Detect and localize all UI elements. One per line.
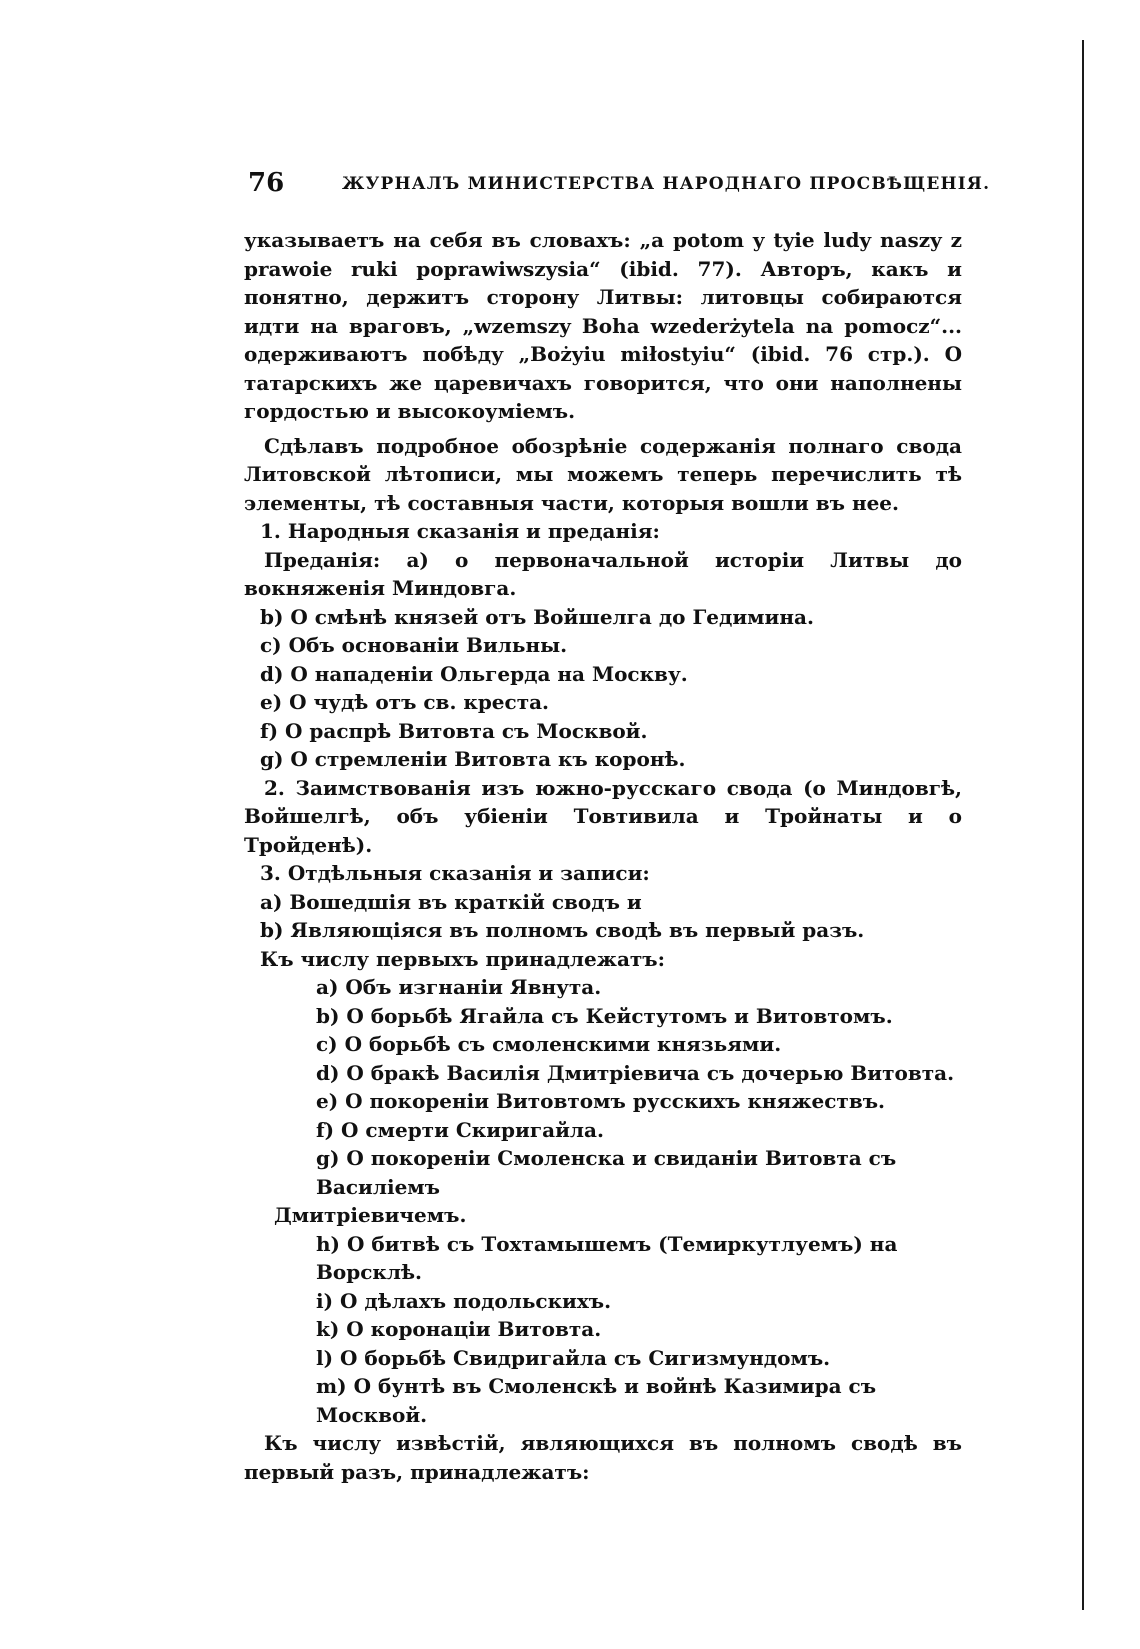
- list-item: a) Вошедшія въ краткій сводъ и: [260, 889, 642, 914]
- section-2: 2. Заимствованія изъ южно-русскаго свода (о Миндовгѣ, Войшелгѣ, объ убіеніи Товтивила и Тройнаты и о Тройденѣ).: [244, 775, 962, 857]
- first-group-heading: Къ числу первыхъ принадлежатъ:: [260, 946, 666, 971]
- page-edge-rule: [1082, 40, 1084, 1610]
- page-header: [248, 168, 991, 202]
- list-item: m) О бунтѣ въ Смоленскѣ и войнѣ Казимира съ Москвой.: [316, 1374, 877, 1427]
- list-item: b) О борьбѣ Ягайла съ Кейстутомъ и Витовтомъ.: [316, 1003, 893, 1028]
- list-item: d) О нападеніи Ольгерда на Москву.: [260, 661, 688, 686]
- list-item: a) Объ изгнаніи Явнута.: [316, 975, 602, 999]
- paragraph-summary: Сдѣлавъ подробное обозрѣніе содержанія полнаго свода Литовской лѣтописи, мы можемъ теперь перечислить тѣ элементы, тѣ составныя части, которыя вошли въ нее.: [244, 433, 962, 515]
- list-item: k) О коронаціи Витовта.: [316, 1317, 602, 1341]
- section-1-intro: Преданія: a) о первоначальной исторіи Литвы до вокняженія Миндовга.: [244, 547, 962, 600]
- list-item: b) Являющіяся въ полномъ сводѣ въ первый разъ.: [260, 918, 865, 942]
- paragraph-intro: указываетъ на себя въ словахъ: „a potom y tyie ludy naszy z prawoie ruki poprawiwszysia“ (ibid. 77). Авторъ, какъ и понятно, держитъ сторону Литвы: литовцы собираются идти на враговъ, „wzemszy Boha wzederżytela na pomocz“... одерживаютъ побѣду „Bożyiu miłostyiu“ (ibid. 76 стр.). О татарскихъ же царевичахъ говорится, что они наполнены гордостью и высокоуміемъ.: [244, 228, 962, 423]
- list-item-g-line-2: Дмитріевичемъ.: [274, 1203, 467, 1227]
- list-item: c) О борьбѣ съ смоленскими князьями.: [316, 1032, 782, 1056]
- list-item: d) О бракѣ Василія Дмитріевича съ дочерью Витовта.: [316, 1060, 955, 1085]
- list-item: f) О смерти Скиригайла.: [316, 1117, 604, 1142]
- list-item-g: [244, 1144, 962, 1230]
- section-3-heading: 3. Отдѣльныя сказанія и записи:: [260, 861, 650, 885]
- body-text: [244, 226, 962, 1486]
- list-item: g) О стремленіи Витовта къ коронѣ.: [260, 747, 686, 771]
- list-item: f) О распрѣ Витовта съ Москвой.: [260, 718, 648, 743]
- list-item: c) Объ основаніи Вильны.: [260, 633, 568, 657]
- paragraph-closing: Къ числу извѣстій, являющихся въ полномъ сводѣ въ первый разъ, принадлежатъ:: [244, 1431, 962, 1484]
- list-item-g-line-1: g) О покореніи Смоленска и свиданіи Витовта съ Василіемъ: [316, 1146, 897, 1199]
- list-item: e) О чудѣ отъ св. креста.: [260, 690, 550, 714]
- section-1-heading: 1. Народныя сказанія и преданія:: [260, 519, 660, 543]
- list-item: b) О смѣнѣ князей отъ Войшелга до Гедимина.: [260, 604, 814, 629]
- list-item: e) О покореніи Витовтомъ русскихъ княжествъ.: [316, 1089, 886, 1113]
- list-item: i) О дѣлахъ подольскихъ.: [316, 1288, 612, 1313]
- running-title: ЖУРНАЛЪ МИНИСТЕРСТВА НАРОДНАГО ПРОСВѢЩЕНІЯ.: [342, 174, 991, 194]
- page-number: 76: [248, 168, 285, 198]
- list-item: h) О битвѣ съ Тохтамышемъ (Темиркутлуемъ) на Ворсклѣ.: [316, 1231, 898, 1284]
- list-item: l) О борьбѣ Свидригайла съ Сигизмундомъ.: [316, 1345, 831, 1370]
